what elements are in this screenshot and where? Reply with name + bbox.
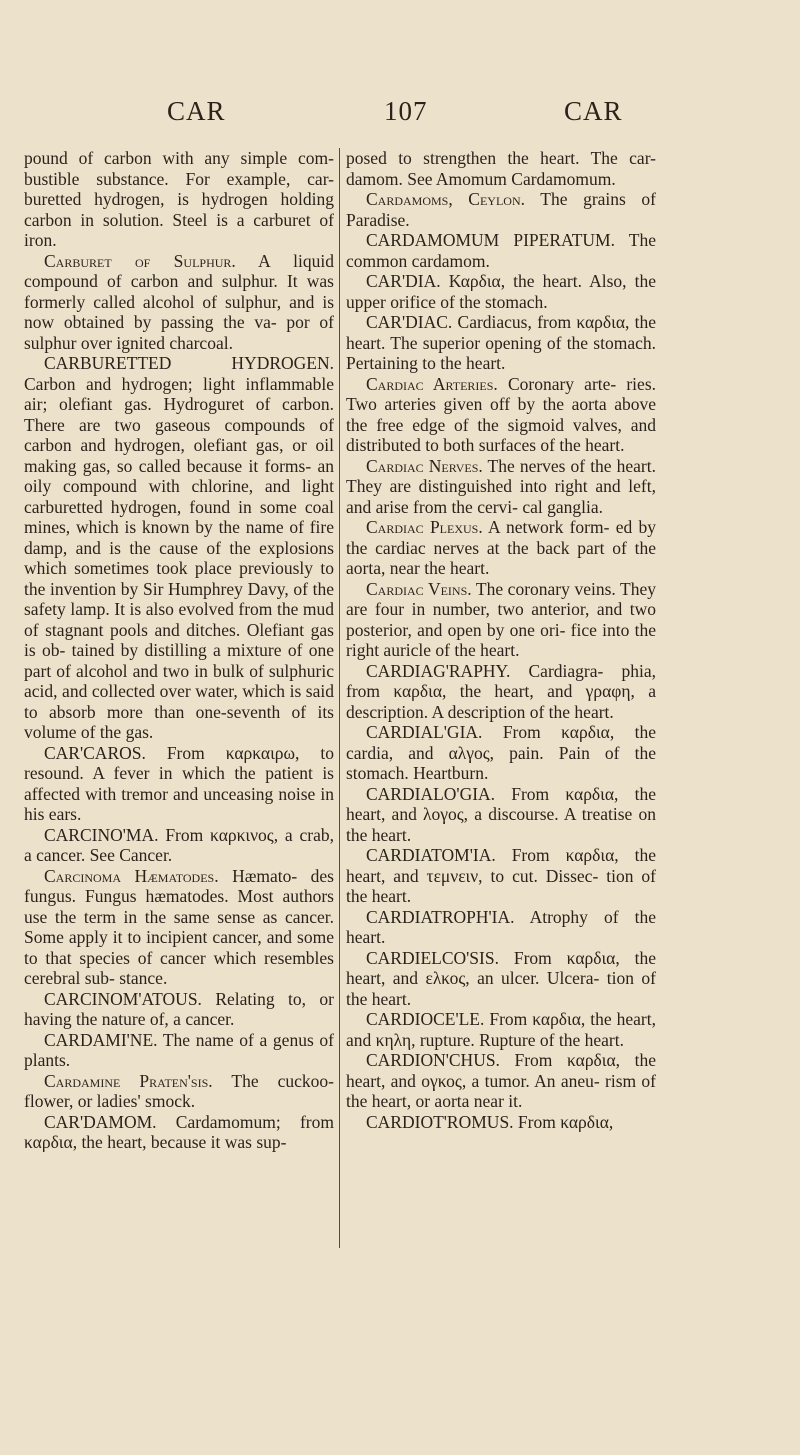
entry-text: The name of a genus of plants.: [24, 1029, 334, 1070]
entry-text: From καρδια, the heart, and λογος, a discourse. A treatise on the heart.: [346, 783, 656, 845]
entry-term: CARCINO'MA.: [44, 824, 159, 845]
dictionary-entry: [346, 189, 656, 230]
entry-text: From καρδια, the heart, and κηλη, rupture. Rupture of the heart.: [346, 1009, 656, 1050]
entry-text: From καρκινος, a crab, a cancer. See Cancer.: [24, 824, 334, 865]
dictionary-entry: [346, 271, 656, 312]
entry-text: From καρδια, the heart, and ελκος, an ulcer. Ulcera- tion of the heart.: [346, 947, 656, 1009]
entry-text: posed to strengthen the heart. The car- damom. See Amomum Cardamomum.: [346, 148, 656, 189]
dictionary-entry: [346, 1112, 656, 1133]
entry-text: Καρδια, the heart. Also, the upper orifice of the stomach.: [346, 271, 656, 312]
dictionary-entry: [346, 312, 656, 374]
right-column: [346, 148, 656, 1132]
dictionary-entry: [346, 661, 656, 723]
entry-text: pound of carbon with any simple com- bustible substance. For example, car- buretted hydrogen, is hydrogen holding carbon in solution. Steel is a carburet of iron.: [24, 148, 334, 250]
entry-term: CARDIOCE'LE.: [366, 1009, 485, 1029]
entry-term: CARDAMOMUM PIPERATUM.: [366, 230, 615, 250]
entry-term: CAR'DIAC.: [366, 312, 453, 332]
entry-term: Cardiac Plexus.: [366, 517, 483, 537]
dictionary-entry: [24, 353, 334, 743]
entry-term: Cardiac Veins.: [366, 578, 472, 599]
entry-term: CARCINOM'ATOUS.: [44, 988, 202, 1009]
dictionary-entry: [346, 230, 656, 271]
entry-term: CARDAMI'NE.: [44, 1029, 158, 1050]
entry-term: CAR'DIA.: [366, 271, 441, 291]
dictionary-entry: [24, 1071, 334, 1112]
running-head: [0, 96, 800, 136]
entry-text: From καρδια, the heart, and ογκος, a tumor. An aneu- rism of the heart, or aorta near it.: [346, 1050, 656, 1111]
entry-term: CARDIATROPH'IA.: [366, 906, 515, 927]
dictionary-entry: [24, 825, 334, 866]
dictionary-entry: [24, 866, 334, 989]
entry-term: Cardiac Arteries.: [366, 373, 498, 394]
entry-text: The nerves of the heart. They are distinguished into right and left, and arise from the cervi- cal ganglia.: [346, 455, 656, 517]
entry-term: CARDION'CHUS.: [366, 1050, 500, 1070]
entry-term: CARDIATOM'IA.: [366, 845, 496, 865]
entry-term: CARDIOT'ROMUS.: [366, 1111, 514, 1132]
dictionary-entry: [346, 579, 656, 661]
dictionary-entry: [346, 1009, 656, 1050]
entry-term: CARDIALO'GIA.: [366, 783, 496, 804]
entry-text: From καρδια, the cardia, and αλγος, pain. Pain of the stomach. Heartburn.: [346, 722, 656, 783]
running-head-right: CAR: [564, 96, 623, 126]
entry-text: Relating to, or having the nature of, a cancer.: [24, 988, 334, 1029]
dictionary-entry: [346, 1050, 656, 1112]
entry-term: Cardamine Praten'sis.: [44, 1070, 213, 1091]
continued-text: [24, 148, 334, 251]
entry-term: CARDIELCO'SIS.: [366, 947, 499, 968]
entry-term: Cardiac Nerves.: [366, 455, 483, 476]
entry-text: Carbon and hydrogen; light inflammable air; olefiant gas. Hydroguret of carbon. There are two gaseous compounds of carbon and hydrogen, olefiant gas, or oil making gas, so called because it forms- an oily compound with chlorine, and light carburetted hydrogen, found in some coal mines, which is known by the name of fire damp, and is the cause of the explosions which sometimes took place previously to the invention by Sir Humphrey Davy, of the safety lamp. It is also evolved from the mud of stagnant pools and ditches. Olefiant gas is ob- tained by distilling a mixture of one part of alcohol and two in bulk of sulphuric acid, and collected over water, which is said to absorb more than one-seventh of its volume of the gas.: [24, 373, 334, 742]
entry-text: Cardamomum; from καρδια, the heart, because it was sup-: [24, 1111, 334, 1152]
dictionary-entry: [346, 722, 656, 784]
dictionary-entry: [346, 517, 656, 579]
entry-text: The grains of Paradise.: [346, 189, 656, 230]
entry-term: CARBURETTED HYDROGEN.: [44, 353, 334, 373]
dictionary-entry: [346, 784, 656, 846]
entry-text: The common cardamom.: [346, 230, 656, 271]
dictionary-entry: [346, 456, 656, 518]
running-head-left: CAR: [167, 96, 226, 126]
entry-text: Coronary arte- ries. Two arteries given off by the aorta above the free edge of the sigmoid valves, and distributed to both surfaces of the heart.: [346, 373, 657, 455]
dictionary-entry: [24, 1030, 334, 1071]
entry-text: From καρδια, the heart, and τεμνειν, to cut. Dissec- tion of the heart.: [346, 845, 656, 906]
dictionary-entry: [346, 845, 656, 907]
entry-term: Cardamoms, Ceylon.: [366, 189, 526, 209]
entry-term: CAR'DAMOM.: [44, 1111, 157, 1132]
entry-text: The cuckoo- flower, or ladies' smock.: [24, 1070, 334, 1111]
entry-text: A network form- ed by the cardiac nerves at the back part of the aorta, near the heart.: [346, 517, 657, 578]
dictionary-entry: [346, 374, 656, 456]
dictionary-entry: [24, 251, 334, 354]
entry-term: CAR'CAROS.: [44, 742, 146, 763]
entry-text: Cardiacus, from καρδια, the heart. The superior opening of the stomach. Pertaining to the heart.: [346, 312, 656, 373]
entry-text: From καρδια,: [513, 1111, 614, 1132]
entry-term: CARDIAL'GIA.: [366, 722, 483, 742]
continued-text: [346, 148, 656, 189]
entry-text: The coronary veins. They are four in number, two anterior, and two posterior, and open by one ori- fice into the right auricle of the heart.: [346, 578, 656, 660]
left-column: [24, 148, 334, 1153]
dictionary-entry: [24, 743, 334, 825]
dictionary-entry: [346, 948, 656, 1010]
entry-text: From καρκαιρω, to resound. A fever in which the patient is affected with tremor and unceasing noise in his ears.: [24, 742, 334, 824]
entry-text: Cardiagra- phia, from καρδια, the heart, and γραφη, a description. A description of the heart.: [346, 660, 656, 722]
entry-term: CARDIAG'RAPHY.: [366, 660, 511, 681]
column-rule: [339, 148, 340, 1248]
dictionary-entry: [346, 907, 656, 948]
entry-text: Atrophy of the heart.: [346, 906, 656, 947]
entry-text: A liquid compound of carbon and sulphur. It was formerly called alcohol of sulphur, and is now obtained by passing the va- por of sulphur over ignited charcoal.: [24, 250, 334, 353]
entry-term: Carburet of Sulphur.: [44, 250, 236, 271]
page-number: 107: [384, 96, 428, 126]
entry-term: Carcinoma Hæmatodes.: [44, 865, 219, 886]
entry-text: Hæmato- des fungus. Fungus hæmatodes. Most authors use the term in the same sense as cancer. Some apply it to incipient cancer, and some to that species of cancer which resembles cerebral sub- stance.: [24, 865, 334, 988]
dictionary-entry: [24, 1112, 334, 1153]
dictionary-entry: [24, 989, 334, 1030]
